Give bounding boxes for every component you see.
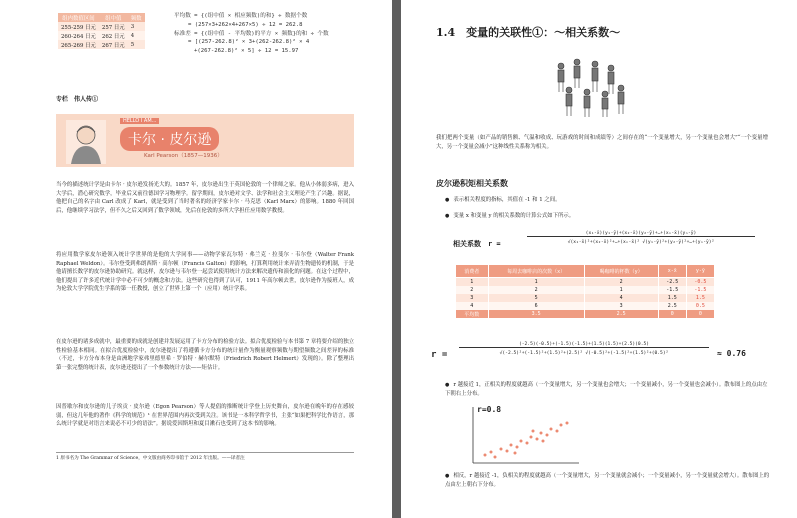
footnote-rule [56,452,354,453]
subsection-title: 皮尔逊积矩相关系数 [436,178,508,188]
pearson-portrait [66,120,106,164]
hello-label: HELLO I AM... [120,118,159,124]
table-header: 消费者 [456,265,489,278]
table-row: 3 5 4 1.5 1.5 [456,294,715,302]
page-gutter [392,0,401,518]
table-header: x-x̄ [658,265,686,278]
table-header: y-ȳ [686,265,714,278]
table-header: 每周去咖啡店的次数（x） [488,265,584,278]
scatter-label: r=0.8 [477,405,502,414]
paragraph: 因普歇尔和皮尔逊的儿子埃贡 · 皮尔逊（Egon Pearson）等人提倡的推断统计学登上历史舞台，皮尔逊在晚年的存在感较弱，但这几年他的著作《科学的规范》¹ 在世界范围内再次受到关注。该书是一本科学哲学书，主张“如果把科学比作语言，那么统计学就是对语言来说必不可少的语法”。据说爱因斯坦和夏目漱石也受到了这本书的影响。 [56,404,354,428]
intro-paragraph: 我们把两个变量（如产品的销售额、气温和收成、玩游戏的时间和成绩等）之间存在的“一个变量增大，另一个变量也会增大”“一个变量增大，另一个变量会减小”这种线性关系称为相关。 [436,135,768,150]
correlation-calculation: r = (-2.5)(-0.5)+(-1.5)(-1.5)+(1.5)(1.5)+(2.5)(0.5) √(-2.5)²+(-1.5)²+(1.5)²+(2.5)² √(-0.5)²+(-1.5)²+(1.5)²+(0.5)² ≈ 0.76 [431,342,746,360]
bullet-item: ● r 越接近 1，正相关的程度就越高（一个变量增大，另一个变量也会增大；一个变量减小，另一个变量也会减小）。散布图上的点由左下朝右上分布。 [445,381,770,398]
table-row: 260-264 日元 262 日元 4 [58,31,145,40]
table-row: 265-269 日元 267 日元 5 [58,40,145,49]
paragraph: 将应用数学家皮尔逊领入统计学世界的是他的大学同事——动物学家瓦尔特 · 弗兰克 · 拉斐尔 · 韦尔登（Walter Frank Raphael Weldon）。韦尔登受到弗朗西斯 · 高尔顿（Francis Galton）的影响，打算利用统计来弄清生物遗传的机制，于是他请擅长数学的皮尔逊协助研究。就这样，皮尔逊与韦尔登一起尝试使用统计方法来解决遗传和演化的问题。在这个过程中，他们提出了许多近代统计学中必不可少的概念和方法。这些研究也得到了认可，1911 年高尔顿去世，皮尔逊作为接班人，成为伦敦大学学院优生学系的第一任教授，创立了世界上第一个（应用）统计学系。 [56,252,354,293]
banner-subtitle: Karl Pearson（1857—1936） [144,153,223,159]
mean-stddev-formula: 平均数 = {(组中值 × 相应频数)的和} ÷ 数据个数 = (257×3+262×4+267×5) ÷ 12 = 262.8 标准差 = {(组中值 - 平均数)的平方 × 频数}的和 ÷ 个数 = [(257-262.8)² × 3+(262-262.8)² × 4 +(267-262.8)² × 5] ÷ 12 = 15.97 [174,13,329,55]
left-page [0,0,392,518]
table-header: 频数 [128,13,145,22]
footnote: 1 原书名为 The Grammar of Science，中文版由商务印书馆于 2012 年出版。——译者注 [56,456,245,461]
banner-name: 卡尔 · 皮尔逊 [120,127,219,151]
table-row: 2 2 1 -1.5 -1.5 [456,286,715,294]
paragraph: 当今的描述统计学是由卡尔 · 皮尔逊发扬光大的。1857 年，皮尔逊出生于英国伦敦的一个律师之家。他从小体弱多病，进入大学后，潜心研究数学，毕业后又前往德国学习物理学。留学期间，皮尔逊对文学、法学和社会主义理论产生了兴趣。据说，他把自己的名字由 Carl 改成了 Karl，就是受到了当时著名的经济学家卡尔 · 马克思（Karl Marx）的影响。1880 年回国后，他继续学习法学，但不久之后又回到了数学领域，先后在伦敦的多所大学担任应用数学教授。 [56,182,354,214]
table-row: 4 6 3 2.5 0.5 [456,302,715,310]
paragraph: 在皮尔逊的诸多成就中，最重要的成就是创建并发展运用了卡方分布的检验方法。拟合优度检验与本书第 7 章将要介绍的独立性检验基本相同。在拟合优度检验中，皮尔逊提出了将遵循卡方分布的统计量作为衡量观察频数与期望频数之间差异的标准（不过，卡方分布本身是由洲地学家弗里德里希 · 罗伯特 · 赫尔默特（Friedrich Robert Helmert）发现的）。除了整理出第一张完整的统计表，皮尔逊还提出了一个参数统计方法——矩估计。 [56,339,354,371]
correlation-formula: 相关系数 r = (x₁-x̄)(y₁-ȳ)+(x₂-x̄)(y₂-ȳ)+…+(xₙ-x̄)(yₙ-ȳ) √(x₁-x̄)²+(x₂-x̄)²+…+(xₙ-x̄)² √(y₁-ȳ)²+(y₂-ȳ)²+…+(yₙ-ȳ)² [453,231,773,261]
section-title: 1.4 变量的关联性①：～相关系数～ [436,26,621,39]
bullet-item: ● 相反，r 越接近 -1，负相关的程度就越高（一个变量增大，另一个变量就会减小；一个变量减小，另一个变量就会增大）。散布图上的点由左上朝右下分布。 [445,472,770,489]
table-header: 组中值 [99,13,128,22]
table-row: 1 1 2 -2.5 -0.5 [456,278,715,287]
consumer-data-table [455,264,715,318]
table-header: 组内数值区间 [58,13,99,22]
bullet-item: ● 变量 x 和变量 y 的相关系数的计算公式如下所示。 [445,212,765,221]
table-row: 255-259 日元 257 日元 3 [58,22,145,31]
people-illustration [551,52,631,118]
pearson-banner [56,114,354,167]
bullet-item: ● 表示相关程度的指标，其值在 -1 和 1 之间。 [445,196,765,205]
table-header: 喝咖啡的杯数（y） [584,265,658,278]
column-title: 专栏 伟人传① [56,96,99,103]
scatter-plot [471,405,581,467]
right-page [401,0,797,518]
frequency-table [58,13,145,49]
average-row: 平均数 3.5 2.5 0 0 [456,310,715,318]
